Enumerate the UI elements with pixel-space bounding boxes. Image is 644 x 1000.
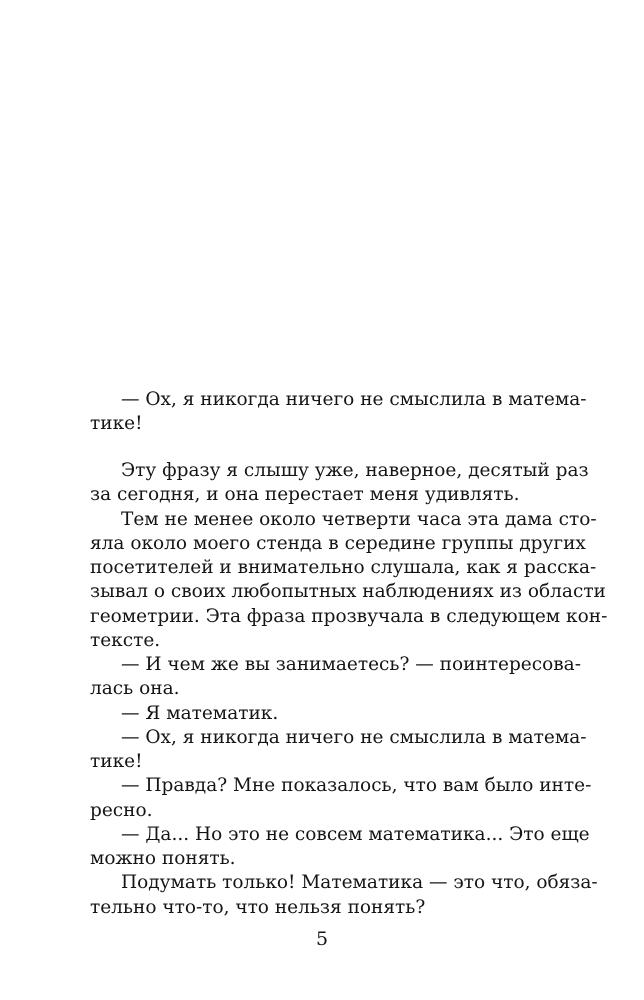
dialogue-line: — Да... Но это не совсем математика... Это еще	[121, 824, 590, 845]
paragraph-line: тельно что-то, что нельзя понять?	[90, 897, 426, 918]
dialogue-line: — Я математик.	[121, 703, 279, 724]
paragraph-line: Эту фразу я слышу уже, наверное, десятый раз	[121, 460, 589, 481]
paragraph-line: Подумать только! Математика — это что, обяза-	[121, 872, 598, 893]
epigraph-line: — Ох, я никогда ничего не смыслила в матема-	[121, 389, 587, 410]
page-number: 5	[315, 928, 329, 950]
dialogue-line: — И чем же вы занимаетесь? — поинтересова-	[121, 654, 581, 675]
paragraph-line: яла около моего стенда в середине группы других	[90, 533, 586, 554]
paragraph-line: тексте.	[90, 630, 161, 651]
paragraph-line: посетителей и внимательно слушала, как я расска-	[90, 557, 597, 578]
dialogue-line: ресно.	[90, 800, 153, 821]
epigraph-line: тике!	[90, 413, 143, 434]
dialogue-line: тике!	[90, 751, 143, 772]
dialogue-line: лась она.	[90, 678, 180, 699]
dialogue-line: — Ох, я никогда ничего не смыслила в матема-	[121, 727, 587, 748]
paragraph-line: Тем не менее около четверти часа эта дама сто-	[121, 509, 597, 530]
paragraph-line: зывал о своих любопытных наблюдениях из области	[90, 581, 606, 602]
paragraph-line: за сегодня, и она перестает меня удивлять.	[90, 484, 520, 505]
dialogue-line: — Правда? Мне показалось, что вам было инте-	[121, 775, 592, 796]
dialogue-line: можно понять.	[90, 848, 236, 869]
paragraph-line: геометрии. Эта фраза прозвучала в следующем кон-	[90, 606, 608, 627]
